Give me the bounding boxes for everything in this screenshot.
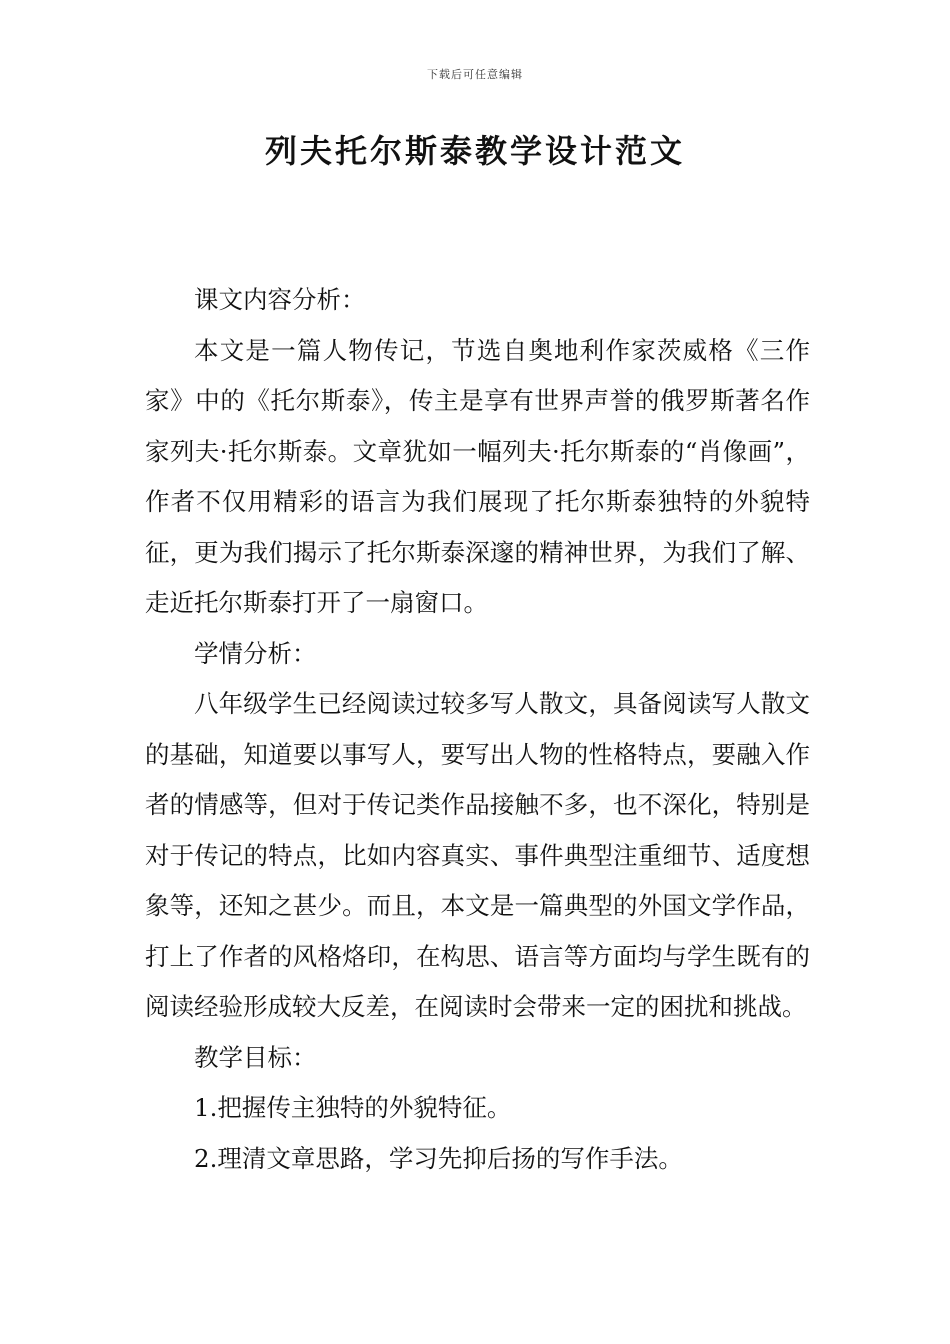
document-body: [145, 275, 810, 1184]
header-note: 下载后可任意编辑: [427, 68, 523, 81]
teaching-goal-item-1: 1.把握传主独特的外貌特征。: [194, 1093, 512, 1122]
document-title: 列夫托尔斯泰教学设计范文: [264, 132, 685, 170]
section-heading-teaching-goals: 教学目标：: [194, 1042, 317, 1072]
paragraph-text-analysis: 本文是一篇人物传记，节选自奥地利作家茨威格《三作家》中的《托尔斯泰》，传主是享有世界声誉的俄罗斯著名作家列夫·托尔斯泰。文章犹如一幅列夫·托尔斯泰的“肖像画”，作者不仅用精彩的语言为我们展现了托尔斯泰独特的外貌特征，更为我们揭示了托尔斯泰深邃的精神世界，为我们了解、走近托尔斯泰打开了一扇窗口。: [145, 335, 810, 617]
section-heading-student-analysis: 学情分析：: [194, 638, 317, 668]
teaching-goal-item-2: 2.理清文章思路，学习先抑后扬的写作手法。: [194, 1143, 683, 1173]
section-heading-text-analysis: 课文内容分析：: [194, 285, 366, 314]
paragraph-student-analysis: 八年级学生已经阅读过较多写人散文，具备阅读写人散文的基础，知道要以事写人，要写出人物的性格特点，要融入作者的情感等，但对于传记类作品接触不多，也不深化，特别是对于传记的特点，比如内容真实、事件典型注重细节、适度想象等，还知之甚少。而且，本文是一篇典型的外国文学作品，打上了作者的风格烙印，在构思、语言等方面均与学生既有的阅读经验形成较大反差，在阅读时会带来一定的困扰和挑战。: [145, 689, 810, 1021]
